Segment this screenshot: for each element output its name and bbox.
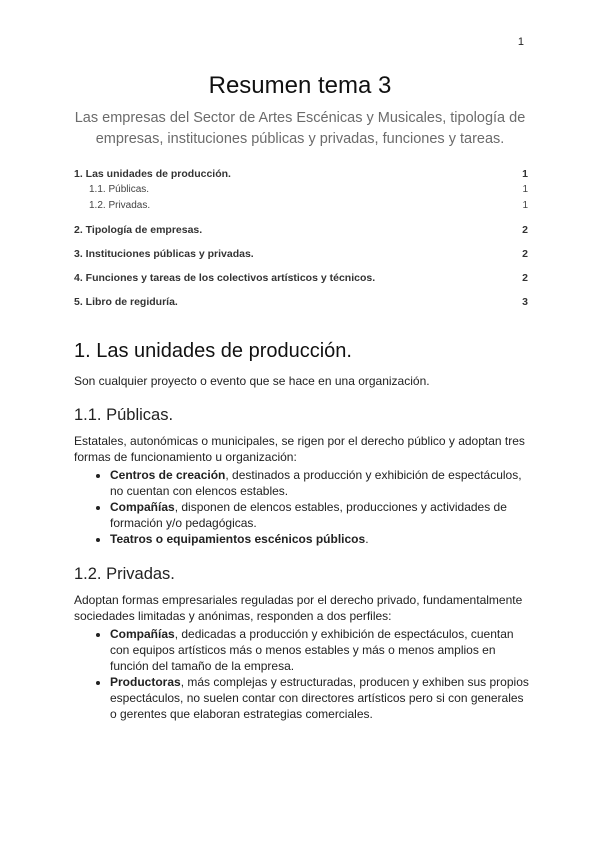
document-subtitle: Las empresas del Sector de Artes Escénicas y Musicales, tipología de empresas, instituciones públicas y privadas, funciones y tareas. — [74, 110, 526, 147]
document-title: Resumen tema 3 — [208, 72, 392, 99]
list-item — [110, 674, 530, 722]
toc-entry-page: 2 — [522, 224, 528, 236]
subsection-heading: 1.2. Privadas. — [74, 565, 175, 583]
toc-entry-page: 2 — [522, 248, 528, 260]
bullet-list — [74, 626, 530, 722]
toc-entry[interactable] — [74, 246, 528, 262]
list-item — [110, 626, 530, 674]
toc-entry[interactable] — [74, 222, 528, 238]
list-item — [110, 467, 530, 499]
toc-entry-label: 5. Libro de regiduría. — [74, 296, 178, 308]
page-number: 1 — [517, 36, 524, 48]
toc-entry-page: 3 — [522, 296, 528, 308]
list-item-term: Productoras — [110, 675, 181, 689]
bullet-list — [74, 467, 530, 547]
list-item-term: Centros de creación — [110, 468, 226, 482]
toc-entry-label: 2. Tipología de empresas. — [74, 224, 203, 236]
toc-entry-page: 1 — [522, 184, 528, 195]
section-heading: 1. Las unidades de producción. — [74, 340, 352, 362]
paragraph: Estatales, autonómicas o municipales, se rigen por el derecho público y adoptan tres formas de funcionamiento u organización: — [74, 434, 525, 464]
toc-entry-page: 1 — [522, 168, 528, 180]
paragraph: Adoptan formas empresariales reguladas por el derecho privado, fundamentalmente sociedades limitadas y anónimas, responden a dos perfiles: — [74, 593, 523, 623]
toc-entry-page: 1 — [522, 200, 528, 211]
toc-entry-label: 4. Funciones y tareas de los colectivos artísticos y técnicos. — [74, 272, 376, 284]
subsection-publicas — [74, 406, 530, 547]
toc-entry-label: 1.1. Públicas. — [89, 184, 150, 195]
subsection-heading: 1.1. Públicas. — [74, 406, 174, 424]
toc-entry-label: 1. Las unidades de producción. — [74, 168, 231, 180]
list-item-term: Compañías — [110, 500, 175, 514]
list-item-text: , más complejas y estructuradas, producen y exhiben sus propios espectáculos, no suelen contar con directores artísticos pero si con generales o gerentes que elaboran estrategias comerciales. — [110, 675, 529, 721]
toc-entry[interactable] — [74, 182, 528, 198]
subsection-privadas — [74, 565, 530, 722]
toc-entry[interactable] — [74, 198, 528, 214]
list-item — [110, 499, 530, 531]
toc-entry[interactable] — [74, 166, 528, 182]
toc-entry[interactable] — [74, 294, 528, 310]
list-item-term: Teatros o equipamientos escénicos públicos — [110, 532, 366, 546]
paragraph: Son cualquier proyecto o evento que se hace en una organización. — [74, 374, 430, 388]
toc-entry-page: 2 — [522, 272, 528, 284]
list-item-text: , destinados a producción y exhibición de espectáculos, no cuentan con elencos estables. — [110, 468, 522, 498]
toc-entry[interactable] — [74, 270, 528, 286]
list-item-text: . — [365, 532, 369, 546]
toc-entry-label: 3. Instituciones públicas y privadas. — [74, 248, 254, 260]
toc-entry-label: 1.2. Privadas. — [89, 200, 151, 211]
list-item-text: , dedicadas a producción y exhibición de espectáculos, cuentan con equipos artísticos más o menos estables y más o menos amplios en función del tamaño de la empresa. — [110, 627, 514, 673]
list-item — [110, 531, 530, 547]
section-body — [74, 373, 530, 389]
table-of-contents — [74, 166, 528, 310]
list-item-term: Compañías — [110, 627, 175, 641]
list-item-text: , disponen de elencos estables, producciones y actividades de formación y/o pedagógicas. — [110, 500, 507, 530]
